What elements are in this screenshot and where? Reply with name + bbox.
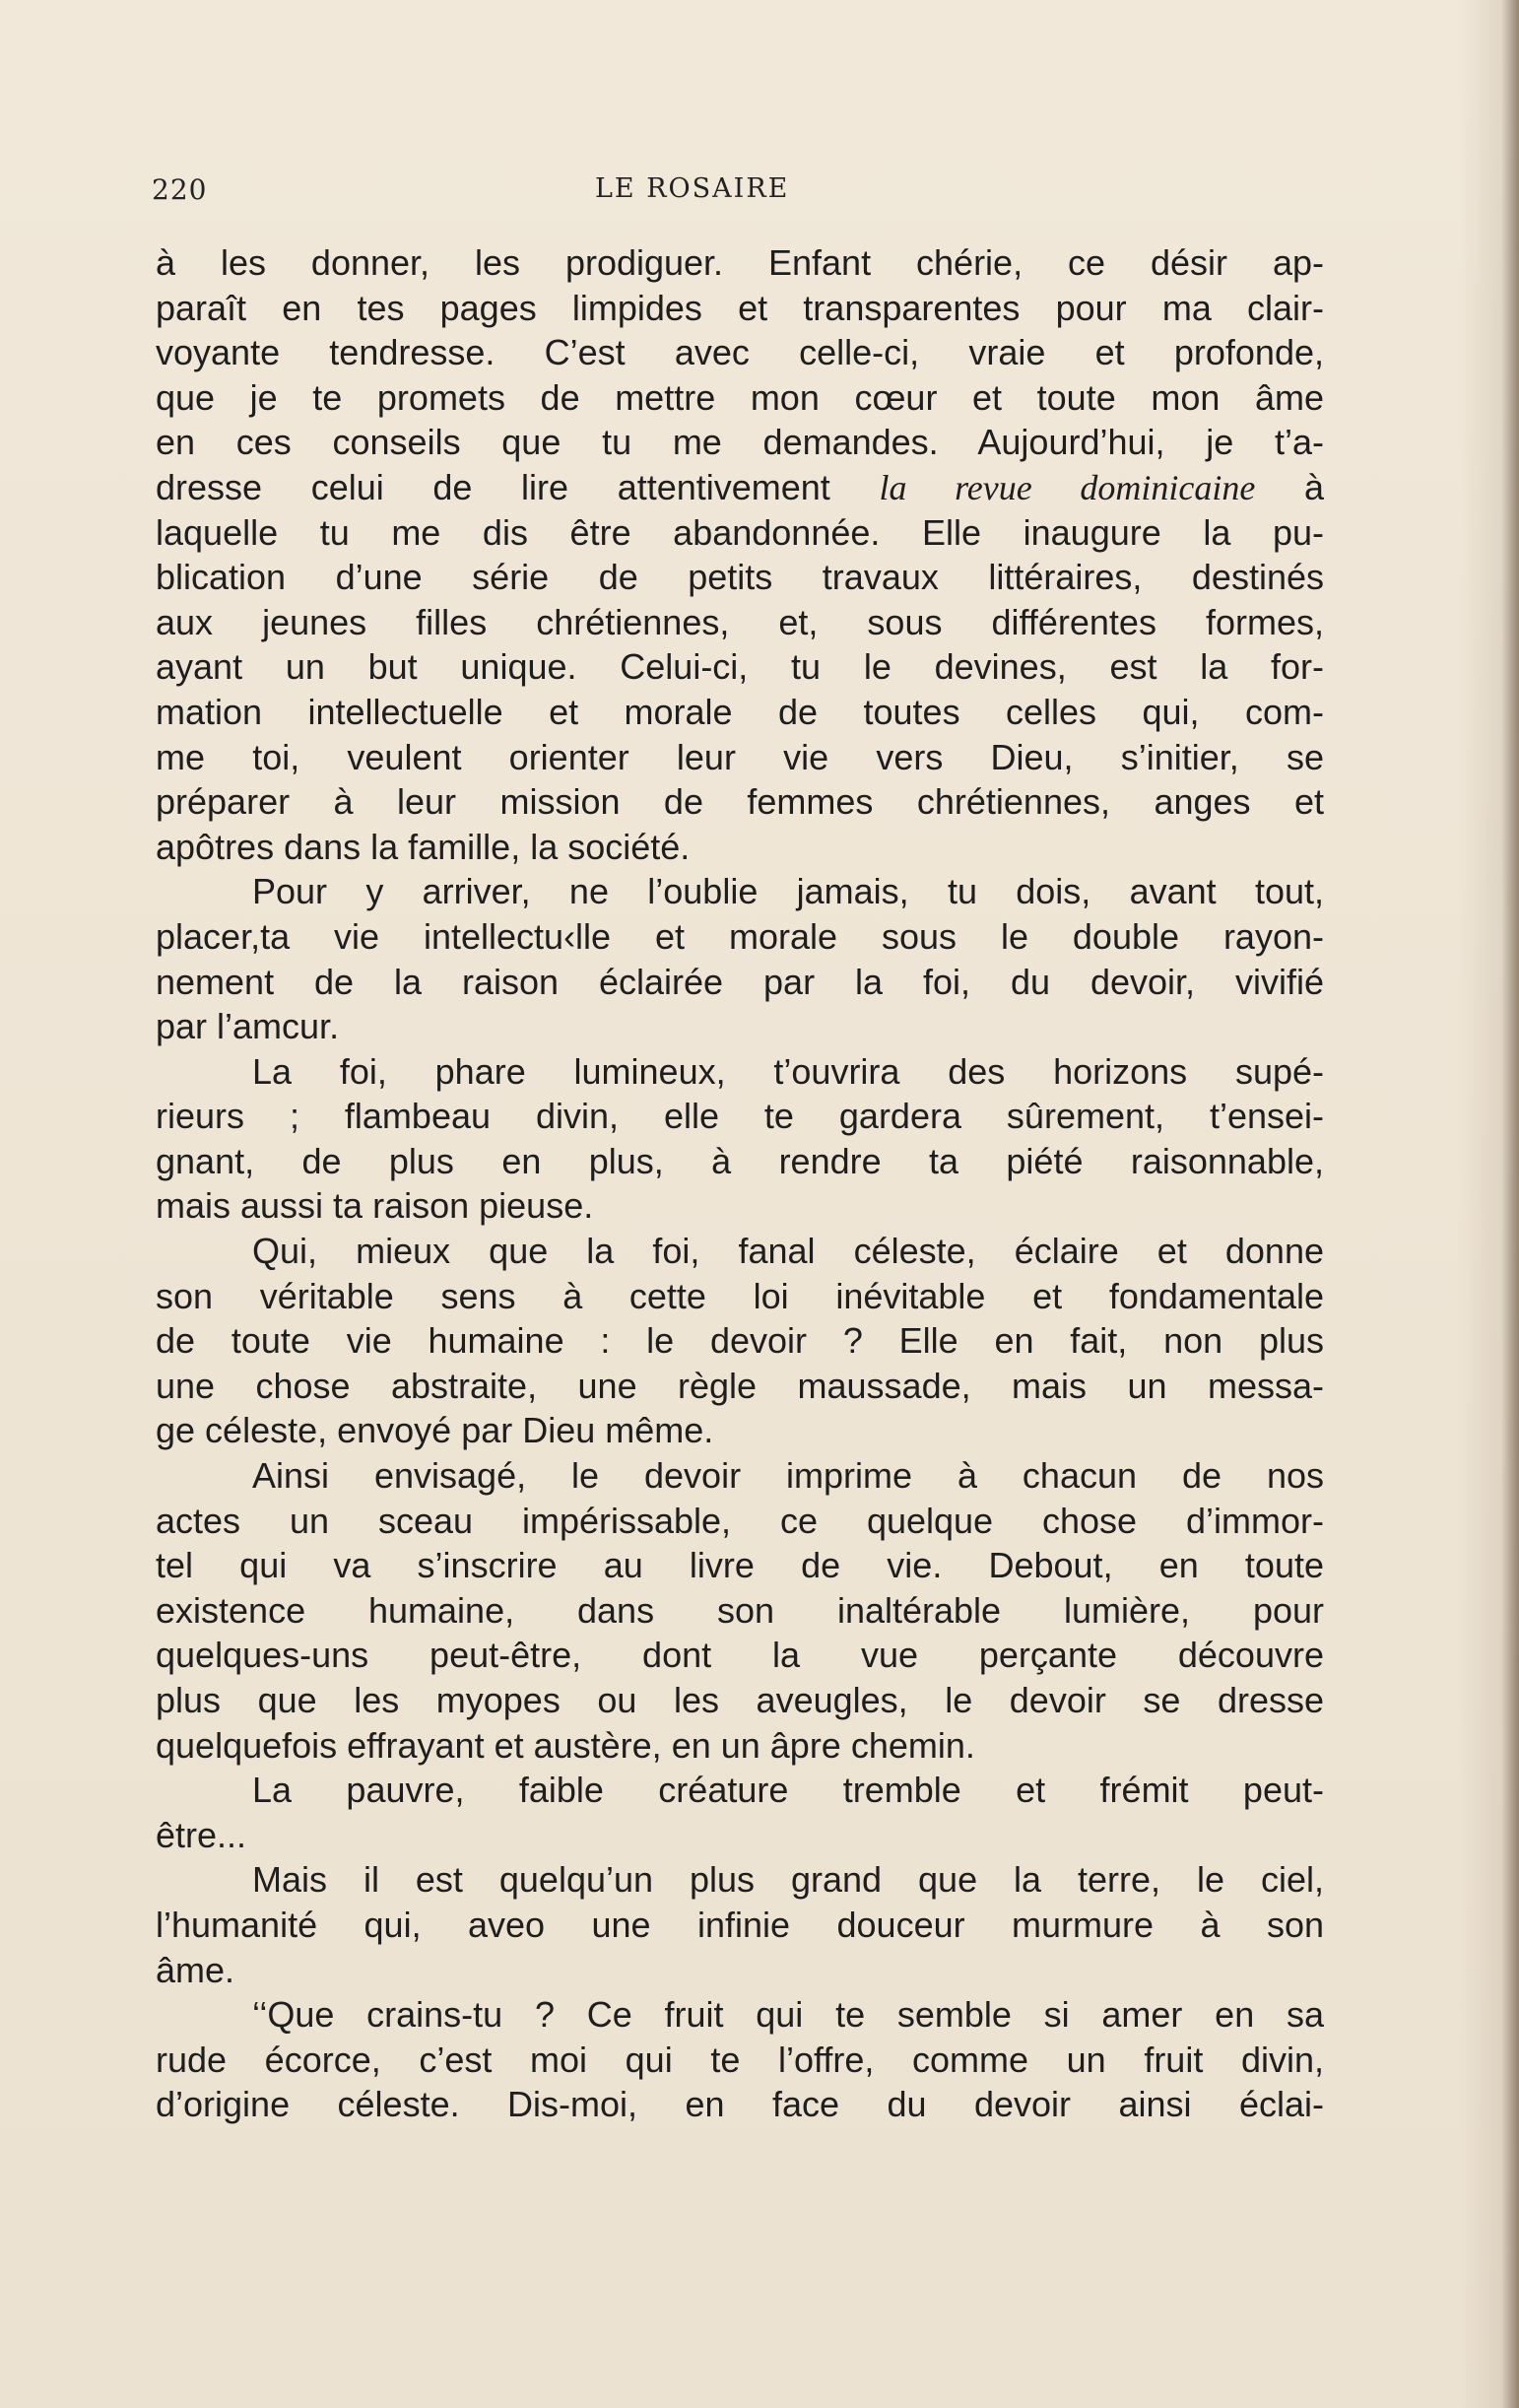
text-line-with-italic — [156, 465, 1324, 510]
text-line: mation intellectuelle et morale de toutes celles qui, com- — [156, 691, 1324, 732]
text-line: quelquefois effrayant et austère, en un âpre chemin. — [156, 1724, 975, 1766]
text-line: La foi, phare lumineux, t’ouvrira des horizons supé- — [252, 1050, 1324, 1092]
text-line: Qui, mieux que la foi, fanal céleste, éclaire et donne — [252, 1231, 1324, 1272]
text-line: tel qui va s’inscrire au livre de vie. Debout, en toute — [156, 1545, 1324, 1586]
text-line: mais aussi ta raison pieuse. — [156, 1185, 594, 1227]
text-line: placer,ta vie intellectu‹lle et morale sous le double rayon- — [156, 915, 1324, 957]
text-line: préparer à leur mission de femmes chrétiennes, anges et — [156, 781, 1324, 823]
text-line: ge céleste, envoyé par Dieu même. — [156, 1410, 714, 1451]
text-line: Pour y arriver, ne l’oublie jamais, tu dois, avant tout, — [252, 871, 1324, 912]
text-line: apôtres dans la famille, la société. — [156, 826, 691, 867]
text-line: plus que les myopes ou les aveugles, le devoir se dresse — [156, 1680, 1324, 1720]
text-fragment: dresse celui de lire attentivement — [156, 466, 830, 507]
text-line: être... — [156, 1814, 247, 1855]
text-line: existence humaine, dans son inaltérable lumière, pour — [156, 1589, 1324, 1631]
text-line: aux jeunes filles chrétiennes, et, sous différentes formes, — [156, 601, 1324, 642]
text-line: âme. — [156, 1949, 235, 1990]
text-line: paraît en tes pages limpides et transparentes pour ma clair- — [156, 287, 1324, 328]
text-line: voyante tendresse. C’est avec celle-ci, vraie et profonde, — [156, 332, 1324, 373]
body-text — [156, 240, 1324, 2127]
text-line: une chose abstraite, une règle maussade, mais un messa- — [156, 1365, 1324, 1406]
page-edge-shadow — [1501, 0, 1519, 2408]
text-line: rude écorce, c’est moi qui te l’offre, comme un fruit divin, — [156, 2039, 1324, 2080]
text-line: actes un sceau impérissable, ce quelque chose d’immor- — [156, 1500, 1324, 1541]
text-line: l’humanité qui, aveo une infinie douceur murmure à son — [156, 1904, 1324, 1945]
text-line: d’origine céleste. Dis-moi, en face du devoir ainsi éclai- — [156, 2084, 1324, 2125]
text-line: me toi, veulent orienter leur vie vers Dieu, s’initier, se — [156, 736, 1324, 777]
running-title: LE ROSAIRE — [595, 173, 790, 204]
italic-title: la revue dominicaine — [879, 467, 1256, 507]
text-line: de toute vie humaine : le devoir ? Elle en fait, non plus — [156, 1320, 1324, 1362]
text-line: que je te promets de mettre mon cœur et toute mon âme — [156, 376, 1324, 418]
text-line: nement de la raison éclairée par la foi, du devoir, vivifié — [156, 961, 1324, 1002]
text-line: ayant un but unique. Celui-ci, tu le devines, est la for- — [156, 646, 1324, 688]
text-line: blication d’une série de petits travaux littéraires, destinés — [156, 557, 1324, 598]
text-fragment: à — [1303, 466, 1324, 507]
text-line: en ces conseils que tu me demandes. Aujourd’hui, je t’a- — [156, 422, 1324, 463]
text-line: laquelle tu me dis être abandonnée. Elle inaugure la pu- — [156, 511, 1324, 553]
text-line: Mais il est quelqu’un plus grand que la terre, le ciel, — [252, 1859, 1324, 1901]
text-line: rieurs ; flambeau divin, elle te gardera sûrement, t’ensei- — [156, 1096, 1324, 1137]
page-header — [152, 173, 1324, 213]
text-line: La pauvre, faible créature tremble et frémit peut- — [252, 1770, 1324, 1811]
text-line: Ainsi envisagé, le devoir imprime à chacun de nos — [252, 1455, 1324, 1497]
text-line: par l’amcur. — [156, 1006, 340, 1047]
text-line: gnant, de plus en plus, à rendre ta piété raisonnable, — [156, 1140, 1324, 1181]
text-line: quelques-uns peut-être, dont la vue perçante découvre — [156, 1635, 1324, 1676]
page-number: 220 — [152, 173, 208, 206]
text-line: son véritable sens à cette loi inévitable et fondamentale — [156, 1275, 1324, 1316]
text-line: à les donner, les prodiguer. Enfant chérie, ce désir ap- — [156, 242, 1324, 283]
text-line: ‘‘Que crains-tu ? Ce fruit qui te semble si amer en sa — [252, 1994, 1324, 2036]
